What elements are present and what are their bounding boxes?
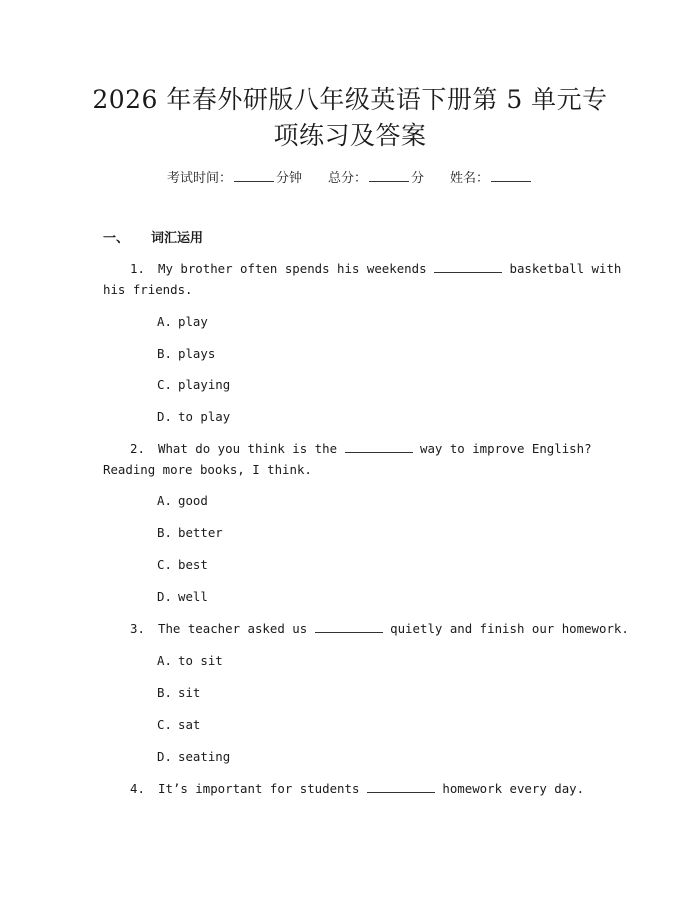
section-number: 一、: [103, 231, 130, 246]
question-number: 1.: [130, 261, 145, 276]
question-2-option-b: [157, 523, 223, 543]
question-text-before: What do you think is the: [158, 441, 338, 456]
question-number: 3.: [130, 621, 145, 636]
option-letter: C.: [157, 717, 172, 732]
question-2-continuation: Reading more books, I think.: [103, 462, 312, 477]
option-text: well: [178, 589, 208, 604]
question-text-after: way to improve English?: [419, 441, 592, 456]
question-3-option-a: [157, 651, 223, 671]
option-text: sat: [178, 717, 201, 732]
option-letter: C.: [157, 557, 172, 572]
question-text-after: homework every day.: [442, 781, 585, 796]
option-letter: B.: [157, 525, 172, 540]
exam-info-line: [0, 168, 700, 189]
option-text: good: [178, 493, 208, 508]
score-label: 总分：: [327, 171, 367, 186]
question-text-before: The teacher asked us: [158, 621, 308, 636]
name-blank: [491, 168, 531, 182]
option-letter: D.: [157, 409, 172, 424]
question-1-option-d: [157, 407, 230, 427]
answer-blank: [367, 780, 435, 793]
question-2: [130, 439, 592, 459]
name-label: 姓名：: [450, 171, 490, 186]
question-text-before: It’s important for students: [158, 781, 360, 796]
question-text-before: My brother often spends his weekends: [158, 261, 427, 276]
question-number: 2.: [130, 441, 145, 456]
question-2-option-d: [157, 587, 208, 607]
option-letter: D.: [157, 749, 172, 764]
option-text: seating: [178, 749, 231, 764]
question-2-option-a: [157, 491, 208, 511]
question-1-option-a: [157, 312, 208, 332]
option-text: playing: [178, 377, 231, 392]
option-letter: A.: [157, 493, 172, 508]
option-letter: B.: [157, 346, 172, 361]
question-1-option-c: [157, 375, 230, 395]
option-text: better: [178, 525, 223, 540]
time-label: 考试时间：: [166, 171, 232, 186]
answer-blank: [315, 620, 383, 633]
answer-blank: [434, 260, 502, 273]
option-letter: D.: [157, 589, 172, 604]
question-3: [130, 619, 629, 639]
option-text: to sit: [178, 653, 223, 668]
question-3-option-b: [157, 683, 200, 703]
option-text: plays: [178, 346, 216, 361]
question-3-option-c: [157, 715, 200, 735]
option-letter: A.: [157, 314, 172, 329]
option-text: to play: [178, 409, 231, 424]
question-text-after: basketball with: [509, 261, 622, 276]
answer-blank: [345, 440, 413, 453]
question-2-option-c: [157, 555, 208, 575]
option-text: sit: [178, 685, 201, 700]
time-blank: [234, 168, 274, 182]
document-title-line-2: 项练习及答案: [273, 121, 427, 150]
section-heading: [103, 229, 203, 249]
document-title-line-1: 2026 年春外研版八年级英语下册第 5 单元专: [92, 85, 608, 114]
question-1: [130, 259, 621, 279]
option-text: play: [178, 314, 208, 329]
question-4: [130, 779, 584, 799]
option-letter: A.: [157, 653, 172, 668]
score-blank: [369, 168, 409, 182]
question-3-option-d: [157, 747, 230, 767]
time-unit: 分钟: [275, 171, 302, 186]
option-letter: C.: [157, 377, 172, 392]
option-text: best: [178, 557, 208, 572]
section-title: 词汇运用: [151, 231, 204, 246]
option-letter: B.: [157, 685, 172, 700]
question-text-after: quietly and finish our homework.: [390, 621, 629, 636]
question-number: 4.: [130, 781, 145, 796]
question-1-option-b: [157, 344, 215, 364]
question-1-continuation: his friends.: [103, 282, 193, 297]
score-unit: 分: [411, 171, 425, 186]
